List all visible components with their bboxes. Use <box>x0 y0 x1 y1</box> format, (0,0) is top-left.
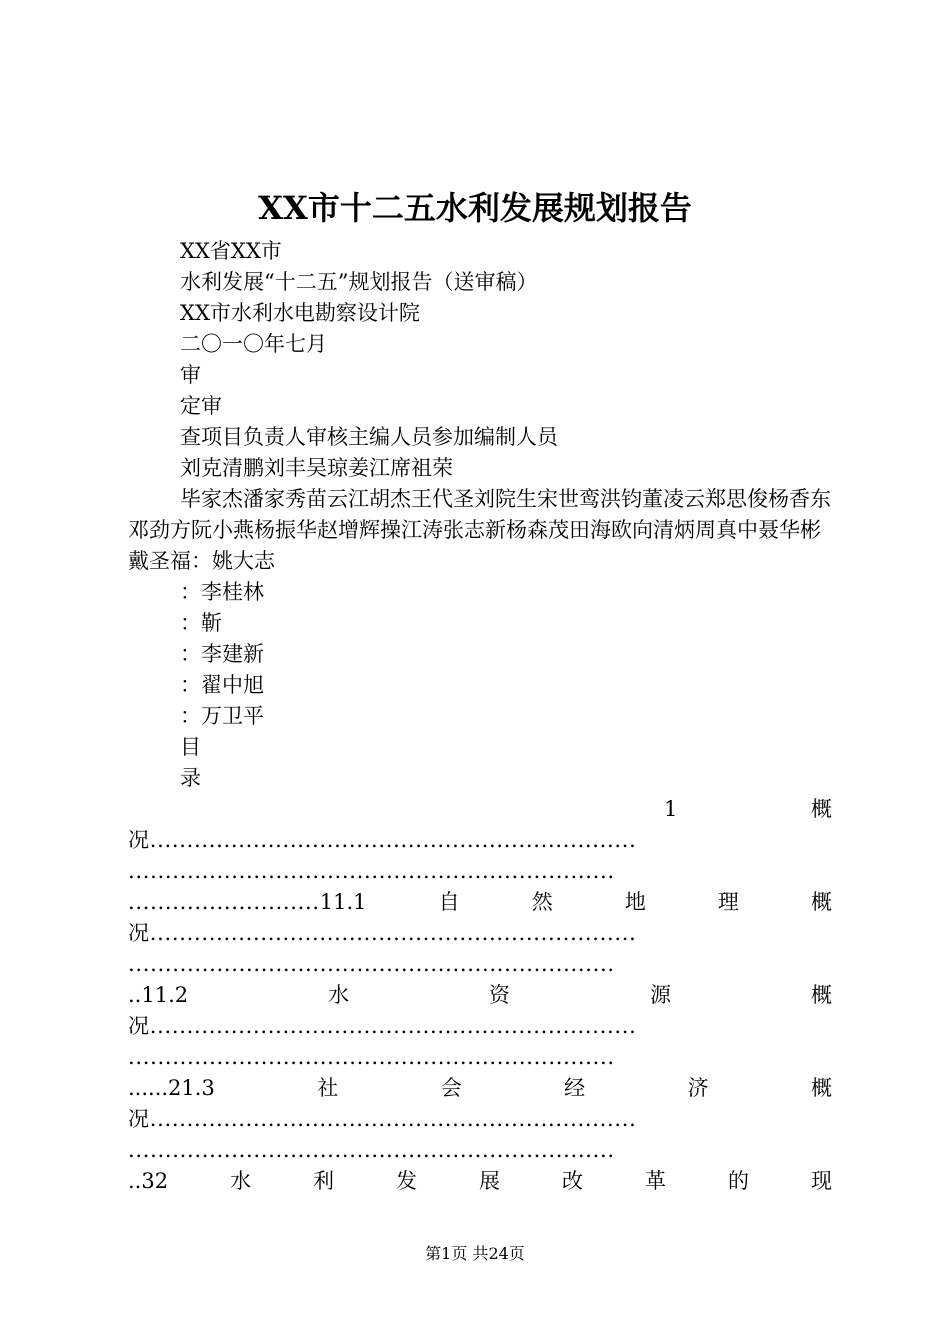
toc-dots: .................................................................. <box>149 828 637 852</box>
toc-dots <box>128 1011 832 1042</box>
toc-char: 水 <box>230 1169 252 1193</box>
toc-entry-1-2 <box>128 980 832 1011</box>
toc-dots: .......................... <box>128 890 320 914</box>
toc-char: 况 <box>128 921 150 945</box>
text-line: XX市水利水电勘察设计院 <box>180 301 420 325</box>
toc-leader <box>128 887 367 918</box>
toc-char: 济 <box>687 1076 709 1100</box>
toc-char: 改 <box>562 1169 583 1193</box>
toc-number: ..11.2 <box>128 983 189 1007</box>
toc-char: 概 <box>810 983 832 1007</box>
toc-entry-1 <box>128 794 832 825</box>
toc-char: 会 <box>440 1076 462 1100</box>
text-line: 审 <box>180 363 201 387</box>
text-line: 水利发展“十二五”规划报告（送审稿） <box>180 270 538 294</box>
toc-number: 1 <box>664 797 678 821</box>
toc-dots: .................................................................. <box>128 1045 615 1069</box>
name-line: ：李桂林 <box>180 580 264 604</box>
toc-char: 况 <box>128 1107 150 1131</box>
text-line: 查项目负责人审核主编人员参加编制人员 <box>180 425 558 449</box>
document-title: XX市十二五水利发展规划报告 <box>258 189 692 227</box>
toc-char: 况 <box>128 1014 150 1038</box>
text-line: 二〇一〇年七月 <box>180 332 327 356</box>
text-line: XX省XX市 <box>180 239 282 263</box>
name-line: ：翟中旭 <box>180 673 264 697</box>
toc-char: 概 <box>811 1076 832 1100</box>
toc-char: 概 <box>811 797 832 821</box>
toc-heading: 目 <box>180 735 201 759</box>
toc-dots <box>128 825 832 856</box>
toc-entry-1-1 <box>128 887 832 918</box>
toc-heading: 录 <box>180 766 201 790</box>
name-line: ：李建新 <box>180 642 264 666</box>
toc-entry-2 <box>128 1166 832 1197</box>
toc-dots: .................................................................. <box>149 1014 637 1038</box>
toc-dots <box>128 1104 832 1135</box>
staff-paragraph: 毕家杰潘家秀苗云江胡杰王代圣刘院生宋世鸾洪钧董凌云郑思俊杨香东邓劲方阮小燕杨振华赵增辉操江涛张志新杨森茂田海欧向清炳周真中聂华彬戴圣福：姚大志 <box>128 487 831 573</box>
text-line: 刘克清鹏刘丰吴琼姜江席祖荣 <box>180 456 453 480</box>
page-footer: 第1页 共24页 <box>425 1244 525 1263</box>
toc-char: 展 <box>479 1169 501 1193</box>
toc-dots: .................................................................. <box>128 859 615 883</box>
toc-dots: .................................................................. <box>149 921 637 945</box>
toc-char: 地 <box>624 890 646 914</box>
toc-char: 的 <box>727 1169 749 1193</box>
toc-number: ......21.3 <box>128 1076 215 1100</box>
toc-dots: .................................................................. <box>128 952 615 976</box>
toc-char: 概 <box>811 890 832 914</box>
name-line: ：靳 <box>180 611 222 635</box>
toc-char: 理 <box>717 890 739 914</box>
name-line: ：万卫平 <box>180 704 264 728</box>
toc-char: 水 <box>328 983 350 1007</box>
toc-char: 资 <box>489 983 511 1007</box>
toc-dots <box>128 918 832 949</box>
document-body <box>128 236 832 1197</box>
toc-dots: .................................................................. <box>128 1138 615 1162</box>
toc-entry-1-3 <box>128 1073 832 1104</box>
toc-char: 利 <box>313 1169 335 1193</box>
toc-char: 然 <box>531 890 553 914</box>
toc-number: ..32 <box>128 1169 169 1193</box>
toc-char: 发 <box>396 1169 418 1193</box>
toc-number: 11.1 <box>319 890 367 914</box>
toc-char: 况 <box>128 828 150 852</box>
toc-char: 社 <box>317 1076 339 1100</box>
toc-char: 经 <box>564 1076 586 1100</box>
toc-char: 自 <box>438 890 460 914</box>
text-line: 定审 <box>180 394 222 418</box>
toc-char: 革 <box>644 1169 666 1193</box>
toc-char: 源 <box>650 983 672 1007</box>
toc-char: 现 <box>810 1169 832 1193</box>
toc-dots: .................................................................. <box>149 1107 637 1131</box>
